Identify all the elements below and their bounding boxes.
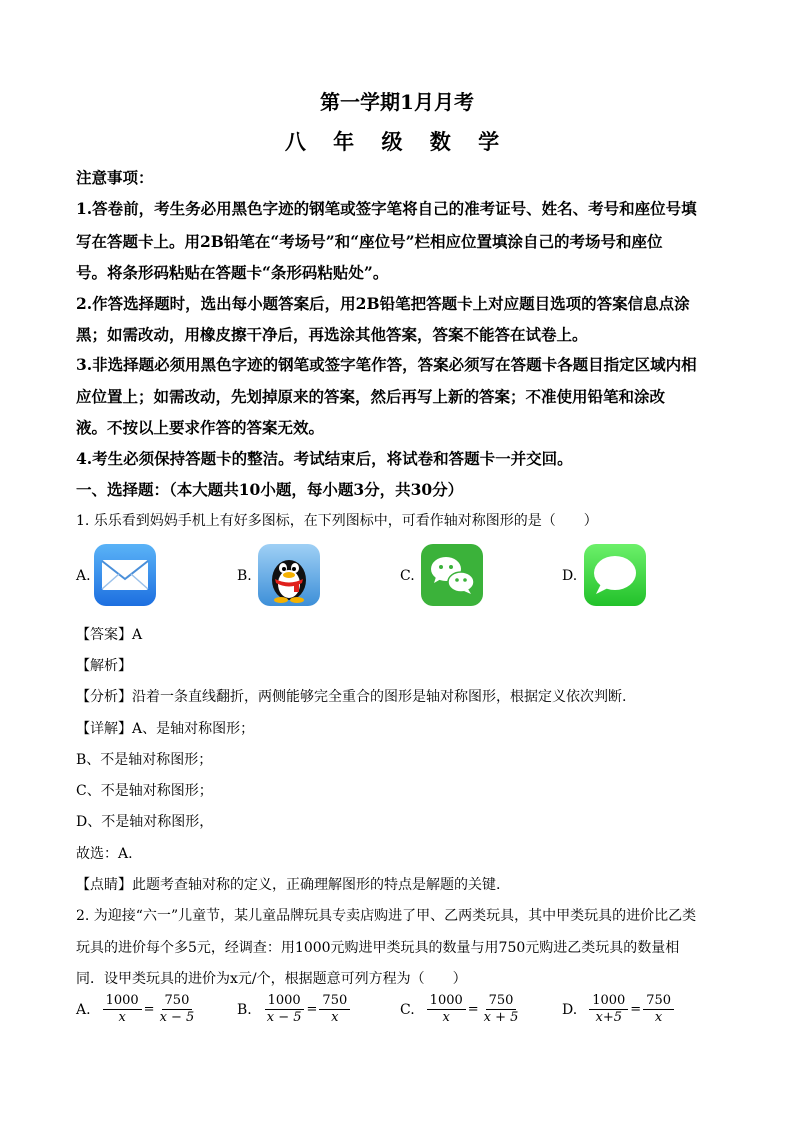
notice-line: 3.非选择题必须用黑色字迹的钢笔或签字笔作答，答案必须写在答题卡各题目指定区域内相 [76,355,697,374]
notice-line: 液。不按以上要求作答的答案无效。 [76,418,325,437]
equals-sign: = [306,1002,318,1017]
qq-penguin-icon [258,544,320,606]
q1-analysis-heading: 【解析】 [76,658,132,674]
q2-option-d [562,993,676,1026]
q2-stem-line: 玩具的进价每个多5元，经调查：用1000元购进甲类玩具的数量与用750元购进乙类玩具的数量相 [76,940,680,956]
fraction: $\frac{1000}{x - 5}$ [264,993,305,1026]
q1-option-d-label: D. [562,568,578,584]
q1-detail-line: B、不是轴对称图形； [76,752,213,768]
notice-line: 应位置上；如需改动，先划掉原来的答案，然后再写上新的答案；不准使用铅笔和涂改 [76,387,666,406]
q1-comment: 【点睛】此题考查轴对称的定义，正确理解图形的特点是解题的关键. [76,877,501,893]
equals-sign: = [143,1002,155,1017]
q1-option-c-label: C. [400,568,415,584]
q1-detail-line: D、不是轴对称图形， [76,814,214,830]
exam-title: 第一学期1月月考 [320,90,474,114]
q1-detail-line: 【详解】A、是轴对称图形； [76,721,255,737]
fraction: $\frac{750}{x}$ [319,993,350,1026]
q2-option-label: C. [400,1001,415,1018]
equals-sign: = [467,1002,479,1017]
notice-line: 2.作答选择题时，选出每小题答案后，用2B铅笔把答题卡上对应题目选项的答案信息点涂 [76,294,690,313]
wechat-icon [421,544,483,606]
q2-option-b [237,993,352,1026]
notice-line: 号。将条形码粘贴在答题卡“条形码粘贴处”。 [76,263,389,282]
fraction: $\frac{1000}{x}$ [103,993,142,1026]
notice-heading: 注意事项： [76,168,154,187]
q1-option-a-label: A. [76,568,91,584]
equals-sign: = [630,1002,642,1017]
messages-icon [584,544,646,606]
mail-icon [94,544,156,606]
notice-line: 写在答题卡上。用2B铅笔在“考场号”和“座位号”栏相应位置填涂自己的考场号和座位 [76,232,663,251]
q2-option-a [76,993,199,1026]
q1-analysis: 【分析】沿着一条直线翻折，两侧能够完全重合的图形是轴对称图形，根据定义依次判断. [76,689,627,705]
q1-detail-line: 故选：A. [76,846,133,862]
notice-line: 4.考生必须保持答题卡的整洁。考试结束后，将试卷和答题卡一并交回。 [76,449,573,468]
section-heading: 一、选择题：（本大题共10小题，每小题3分，共30分） [76,480,464,499]
q2-stem-line: 2. 为迎接“六一”儿童节，某儿童品牌玩具专卖店购进了甲、乙两类玩具，其中甲类玩具的进价比乙类 [76,908,697,924]
q1-option-b-label: B. [237,568,252,584]
q1-answer: 【答案】A [76,627,143,643]
exam-subtitle: 八 年 级 数 学 [284,129,510,154]
fraction: $\frac{750}{x}$ [643,993,674,1026]
fraction: $\frac{1000}{x+5}$ [589,993,628,1026]
fraction: $\frac{1000}{x}$ [427,993,466,1026]
notice-line: 黑；如需改动，用橡皮擦干净后，再选涂其他答案，答案不能答在试卷上。 [76,325,588,344]
q2-option-label: B. [237,1001,252,1018]
q2-option-label: A. [76,1001,91,1018]
q1-detail-line: C、不是轴对称图形； [76,783,213,799]
q1-stem: 1. 乐乐看到妈妈手机上有好多图标，在下列图标中，可看作轴对称图形的是（ ） [76,513,598,529]
q2-stem-line: 同．设甲类玩具的进价为x元/个，根据题意可列方程为（ ） [76,971,467,987]
q2-option-label: D. [562,1001,578,1018]
fraction: $\frac{750}{x + 5}$ [483,993,519,1025]
q2-option-c [400,993,523,1026]
fraction: $\frac{750}{x - 5}$ [159,993,195,1025]
notice-line: 1.答卷前，考生务必用黑色字迹的钢笔或签字笔将自己的准考证号、姓名、考号和座位号填 [76,199,697,218]
